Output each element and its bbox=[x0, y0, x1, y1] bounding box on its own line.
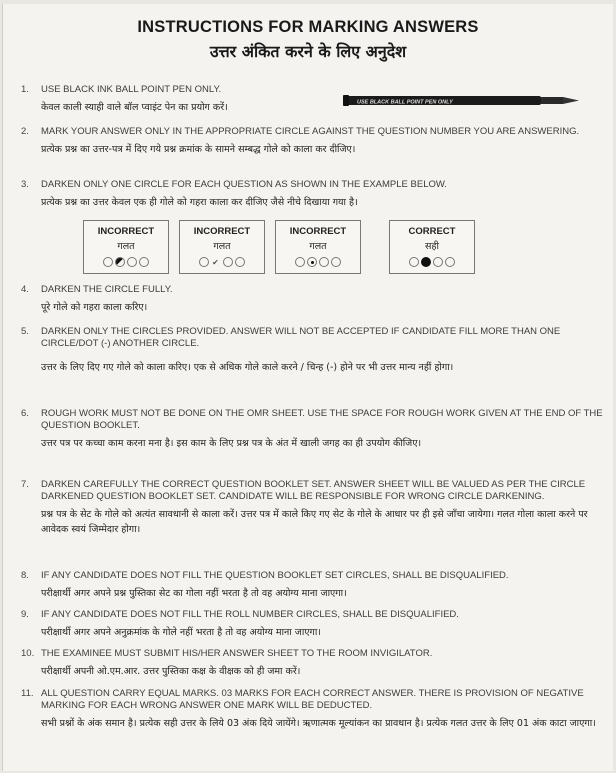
pen-label: USE BLACK BALL POINT PEN ONLY bbox=[357, 99, 453, 106]
example-incorrect-2: INCORRECT गलत ✔ bbox=[179, 220, 265, 274]
tick-mark-icon: ✔ bbox=[212, 258, 220, 267]
instruction-item-9: 9. IF ANY CANDIDATE DOES NOT FILL THE ROLL NUMBER CIRCLES, SHALL BE DISQUALIFIED. परीक्षार्थी अगर अपने अनुक्रमांक के गोले नहीं भरता है तो वह अयोग्य माना जाएगा। bbox=[21, 609, 459, 638]
instruction-item-5: 5. DARKEN ONLY THE CIRCLES PROVIDED. ANSWER WILL NOT BE ACCEPTED IF CANDIDATE FILL MORE THAN ONE CIRCLE/DOT (-) ANOTHER CIRCLE. उत्तर के लिए दिए गए गोले को काला करिए। एक से अधिक गोले काले करने / चिन्ह (-) होने पर भी उत्तर मान्य नहीं होगा। bbox=[21, 326, 561, 373]
example-incorrect-3: INCORRECT गलत bbox=[275, 220, 361, 274]
instruction-item-11: 11. ALL QUESTION CARRY EQUAL MARKS. 03 MARKS FOR EACH CORRECT ANSWER. THERE IS PROVISION OF NEGATIVE MARKING FOR EACH WRONG ANSWER ONE MARK WILL BE DEDUCTED. सभी प्रश्नों के अंक समान है। प्रत्येक सही उत्तर के लिये 03 अंक दिये जायेंगे। ऋणात्मक मूल्यांकन का प्रावधान है। प्रत्येक गलत उत्तर के लिए 01 अंक काटा जाएगा। bbox=[21, 688, 596, 729]
instruction-item-8: 8. IF ANY CANDIDATE DOES NOT FILL THE QUESTION BOOKLET SET CIRCLES, SHALL BE DISQUALIFIED. परीक्षार्थी अगर अपने प्रश्न पुस्तिका सेट का गोला नहीं भरता है तो वह अयोग्य माना जाएगा। bbox=[21, 570, 509, 599]
instruction-item-6: 6. ROUGH WORK MUST NOT BE DONE ON THE OMR SHEET. USE THE SPACE FOR ROUGH WORK GIVEN AT THE END OF THE QUESTION BOOKLET. उत्तर पत्र पर कच्चा काम करना मना है। इस काम के लिए प्रश्न पत्र के अंत में खाली जगह का ही उपयोग कीजिए। bbox=[21, 408, 603, 449]
answer-circles bbox=[180, 257, 264, 267]
answer-circles bbox=[390, 257, 474, 267]
answer-circles bbox=[276, 257, 360, 267]
instruction-item-10: 10. THE EXAMINEE MUST SUBMIT HIS/HER ANSWER SHEET TO THE ROOM INVIGILATOR. परीक्षार्थी अपनी ओ.एम.आर. उत्तर पुस्तिका कक्ष के वीक्षक को ही जमा करें। bbox=[21, 648, 433, 677]
instruction-item-3: 3. DARKEN ONLY ONE CIRCLE FOR EACH QUESTION AS SHOWN IN THE EXAMPLE BELOW. प्रत्येक प्रश्न का उत्तर केवल एक ही गोले को गहरा काला कर दीजिए जैसे नीचे दिखाया गया है। bbox=[21, 179, 447, 208]
marking-examples bbox=[83, 220, 523, 280]
page-title-hindi: उत्तर अंकित करने के लिए अनुदेश bbox=[209, 42, 407, 61]
instruction-item-1: 1. USE BLACK INK BALL POINT PEN ONLY. केवल काली स्याही वाले बॉल प्वाइंट पेन का प्रयोग करें। bbox=[21, 84, 228, 113]
instruction-item-2: 2. MARK YOUR ANSWER ONLY IN THE APPROPRIATE CIRCLE AGAINST THE QUESTION NUMBER YOU ARE ANSWERING. प्रत्येक प्रश्न का उत्तर-पत्र में दिए गये प्रश्न क्रमांक के सामने सम्बद्ध गोले को काला कर दीजिए। bbox=[21, 126, 580, 155]
instruction-sheet bbox=[2, 4, 613, 771]
example-incorrect-1: INCORRECT गलत bbox=[83, 220, 169, 274]
example-correct: CORRECT सही bbox=[389, 220, 475, 274]
instruction-item-4: 4. DARKEN THE CIRCLE FULLY. पूरे गोले को गहरा काला करिए। bbox=[21, 284, 173, 313]
answer-circles bbox=[84, 257, 168, 267]
instruction-item-7: 7. DARKEN CAREFULLY THE CORRECT QUESTION BOOKLET SET. ANSWER SHEET WILL BE VALUED AS PER THE CIRCLE DARKENED QUESTION BOOKLET SET. CANDIDATE WILL BE RESPONSIBLE FOR WRONG CIRCLE DARKENING. प्रश्न पत्र के सेट के गोले को अत्यंत सावधानी से काला करें। उत्तर पत्र में काले किए गए सेट के गोले के आधार पर ही इसे जाँचा जायेगा। गलत गोला काला करने पर आवेदक स्वयं जिम्मेदार होगा। bbox=[21, 479, 588, 535]
page-title: INSTRUCTIONS FOR MARKING ANSWERS bbox=[137, 18, 479, 36]
